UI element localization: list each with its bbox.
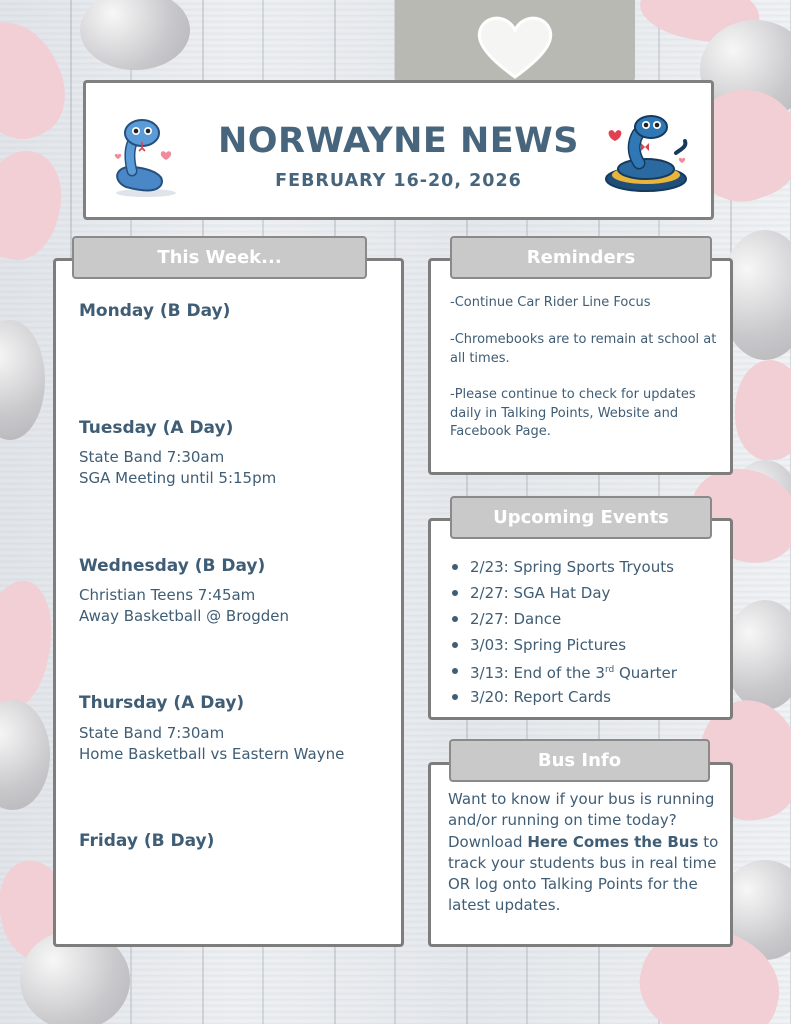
upcoming-events-list [450,554,677,710]
event-text: 3/03: Spring Pictures [470,636,627,654]
list-item [450,554,677,580]
bus-info-text [448,789,723,917]
header-banner [83,80,714,220]
list-item [450,684,677,710]
event-line: Away Basketball @ Brogden [79,607,289,625]
pink-heart-decoration [0,575,61,715]
reminders-heading: Reminders [450,236,712,279]
bullet-icon [452,642,458,648]
reminder-item: -Chromebooks are to remain at school at all times. [450,332,717,366]
bus-info-heading: Bus Info [449,739,710,782]
event-line: SGA Meeting until 5:15pm [79,469,277,487]
event-line: Christian Teens 7:45am [79,586,256,604]
event-text: 3/20: Report Cards [470,688,611,706]
event-line: State Band 7:30am [79,448,225,466]
bus-info-download-suffix: to track your students bus in real time OR log onto Talking Points for the latest updates. [448,832,719,915]
pink-heart-decoration [0,7,81,154]
day-title-thursday: Thursday (A Day) [79,693,245,713]
bullet-icon [452,616,458,622]
bullet-icon [452,668,458,674]
bullet-icon [452,694,458,700]
event-text: 2/23: Spring Sports Tryouts [470,558,674,576]
heart-outline-decoration [470,12,560,82]
glitter-heart-decoration [0,320,45,440]
bullet-icon [452,590,458,596]
bullet-icon [452,564,458,570]
bus-info-question: Want to know if your bus is running and/or running on time today? [448,790,715,830]
reminder-item: -Continue Car Rider Line Focus [450,295,651,310]
reminder-item: -Please continue to check for updates daily in Talking Points, Website and Facebook Page. [450,387,696,439]
list-item [450,632,677,658]
snake-mascot-right-icon [601,113,696,195]
list-item [450,580,677,606]
pink-heart-decoration [735,360,791,460]
day-title-friday: Friday (B Day) [79,831,215,851]
event-line: State Band 7:30am [79,724,225,742]
list-item [450,658,677,684]
event-text: 2/27: SGA Hat Day [470,584,611,602]
bus-info-download-prefix: Download [448,832,528,851]
day-title-wednesday: Wednesday (B Day) [79,556,266,576]
event-text: 2/27: Dance [470,610,562,628]
upcoming-events-heading: Upcoming Events [450,496,712,539]
event-line: Home Basketball vs Eastern Wayne [79,745,345,763]
newsletter-date: FEBRUARY 16-20, 2026 [275,171,522,191]
event-text: 3/13: End of the 3rd Quarter [470,663,677,682]
this-week-heading: This Week... [72,236,367,279]
list-item [450,606,677,632]
glitter-heart-decoration [0,700,50,810]
pink-heart-decoration [0,142,73,269]
day-title-tuesday: Tuesday (A Day) [79,418,234,438]
bus-app-name: Here Comes the Bus [527,832,699,851]
glitter-heart-decoration [80,0,190,70]
glitter-heart-decoration [725,600,791,710]
day-title-monday: Monday (B Day) [79,301,231,321]
newsletter-title: NORWAYNE NEWS [217,121,579,161]
